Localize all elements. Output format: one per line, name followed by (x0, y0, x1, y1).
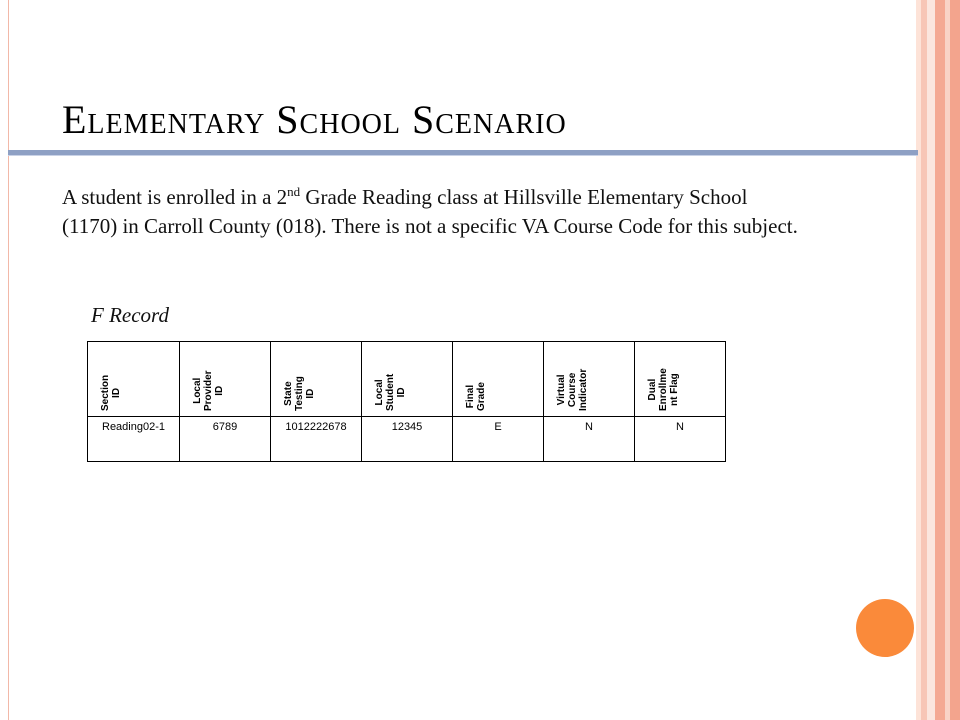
header-local-student-id (362, 342, 453, 417)
f-record-table (87, 341, 726, 462)
record-label: F Record (91, 303, 169, 327)
slide-title: Elementary School Scenario (62, 97, 567, 142)
header-dual-enrollment-flag (635, 342, 726, 417)
decorative-stripes (916, 0, 960, 720)
header-label: Local Provider ID (192, 370, 225, 411)
cell-state-testing-id: 1012222678 (271, 417, 362, 462)
cell-local-provider-id: 6789 (180, 417, 271, 462)
header-label: Final Grade (465, 382, 487, 411)
scenario-text (62, 183, 802, 241)
header-label: Dual Enrollme nt Flag (647, 368, 680, 411)
cell-local-student-id: 12345 (362, 417, 453, 462)
left-frame-line (8, 0, 9, 720)
header-label: Local Student ID (374, 373, 407, 411)
stripe (927, 0, 935, 720)
cell-dual-enrollment-flag: N (635, 417, 726, 462)
header-label: Section ID (100, 374, 122, 411)
header-final-grade (453, 342, 544, 417)
scenario-text-post: Grade Reading class at Hillsville Elementary School (1170) in Carroll County (018). There is not a specific VA Course Code for this subject. (62, 185, 798, 238)
header-local-provider-id (180, 342, 271, 417)
title-rule-shadow (8, 155, 918, 156)
cell-virtual-course-indicator: N (544, 417, 635, 462)
header-state-testing-id (271, 342, 362, 417)
cell-section-id: Reading02-1 (88, 417, 180, 462)
header-section-id (88, 342, 180, 417)
table-header-row (88, 342, 726, 417)
table-row (88, 417, 726, 462)
header-virtual-course-indicator (544, 342, 635, 417)
header-label: Virtual Course Indicator (556, 368, 589, 411)
accent-circle (856, 599, 914, 657)
cell-final-grade: E (453, 417, 544, 462)
scenario-text-sup: nd (287, 184, 301, 199)
scenario-text-pre: A student is enrolled in a 2 (62, 185, 288, 209)
stripe (950, 0, 960, 720)
stripe (935, 0, 945, 720)
header-label: State Testing ID (283, 376, 316, 411)
